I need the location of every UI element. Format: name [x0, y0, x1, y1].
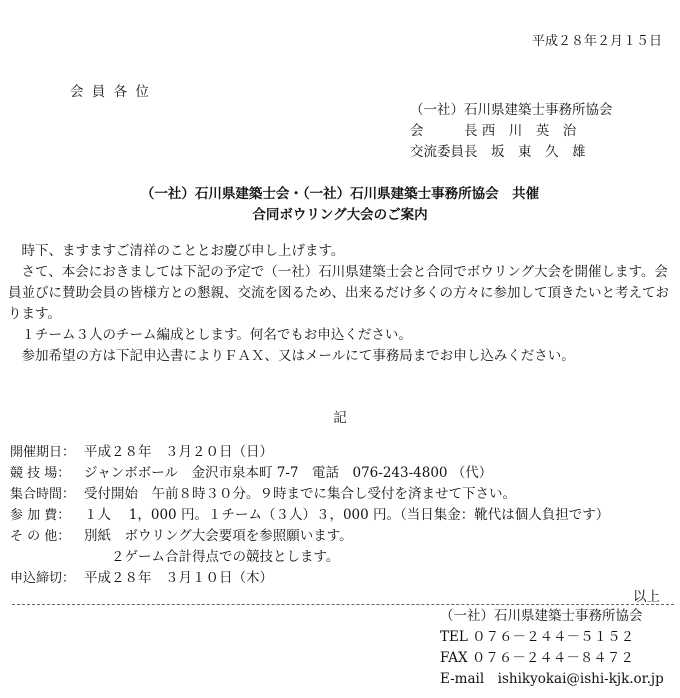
detail-value: １人 1，000 円。１チーム（３人）３，000 円。（当日集金：靴代は個人負担です） [84, 507, 610, 523]
closing-mark: 以上 [633, 589, 660, 605]
contact-fax: FAX ０７６－２４４－８４７２ [440, 650, 634, 666]
detail-row-other [10, 526, 609, 547]
detail-label: 申込締切： [10, 571, 76, 586]
detail-row-fee [10, 505, 609, 526]
detail-label: 集合時間： [10, 487, 76, 502]
body-paragraph-intro: さて、本会におきましては下記の予定で（一社）石川県建築士会と合同でボウリング大会を開催します。会員並びに賛助会員の皆様方との懇親、交流を図るため、出来るだけ多くの方々に参加して頂きたいと考えております。 [8, 264, 669, 322]
addressee: 会 員 各 位 [70, 84, 151, 100]
sender-org: （一社）石川県建築士事務所協会 [410, 102, 613, 118]
sender-committee-chair: 交流委員長 坂 東 久 雄 [410, 144, 586, 160]
body-text [8, 241, 673, 367]
title-line-2: 合同ボウリング大会のご案内 [252, 207, 428, 223]
detail-value: ジャンボボール 金沢市泉本町 7-7 電話 076-243-4800 （代） [84, 465, 493, 481]
event-details [10, 442, 609, 589]
detail-row-venue [10, 463, 609, 484]
detail-row-other-continued [10, 547, 609, 568]
detail-value: 別紙 ボウリング大会要項を参照願います。 [84, 528, 353, 544]
sender-president: 会 長 西 川 英 治 [410, 123, 577, 139]
detail-label: 参 加 費： [10, 508, 71, 523]
contact-org: （一社）石川県建築士事務所協会 [440, 608, 643, 624]
detail-value: ２ゲーム合計得点での競技とします。 [84, 549, 340, 565]
contact-tel: TEL ０７６－２４４－５１５２ [440, 629, 635, 645]
body-paragraph-team: １チーム３人のチーム編成とします。何名でもお申込ください。 [8, 327, 412, 343]
detail-row-date [10, 442, 609, 463]
detail-value: 平成２８年 ３月１０日（木） [84, 570, 273, 586]
sender-block [410, 100, 613, 163]
title-line-1: （一社）石川県建築士会・（一社）石川県建築士事務所協会 共催 [140, 186, 540, 202]
detail-label [10, 547, 84, 568]
detail-row-meeting-time [10, 484, 609, 505]
body-paragraph-greeting: 時下、ますますご清祥のこととお慶び申し上げます。 [8, 243, 345, 259]
contact-block [440, 606, 664, 690]
detail-label: 開催期日： [10, 445, 76, 460]
contact-email[interactable]: E-mail ishikyokai@ishi-kjk.or.jp [440, 671, 664, 687]
body-paragraph-apply: 参加希望の方は下記申込書によりＦＡＸ、又はメールにて事務局までお申し込みください。 [8, 348, 575, 364]
detail-label: 競 技 場： [10, 466, 71, 481]
detail-value: 受付開始 午前８時３０分。９時までに集合し受付を済ませて下さい。 [84, 486, 516, 502]
document-date: 平成２８年２月１５日 [531, 34, 662, 49]
ki-heading: 記 [333, 410, 347, 426]
detail-row-deadline [10, 568, 609, 589]
divider [12, 604, 674, 605]
detail-label: そ の 他： [10, 529, 71, 544]
detail-value: 平成２８年 ３月２０日（日） [84, 444, 273, 460]
